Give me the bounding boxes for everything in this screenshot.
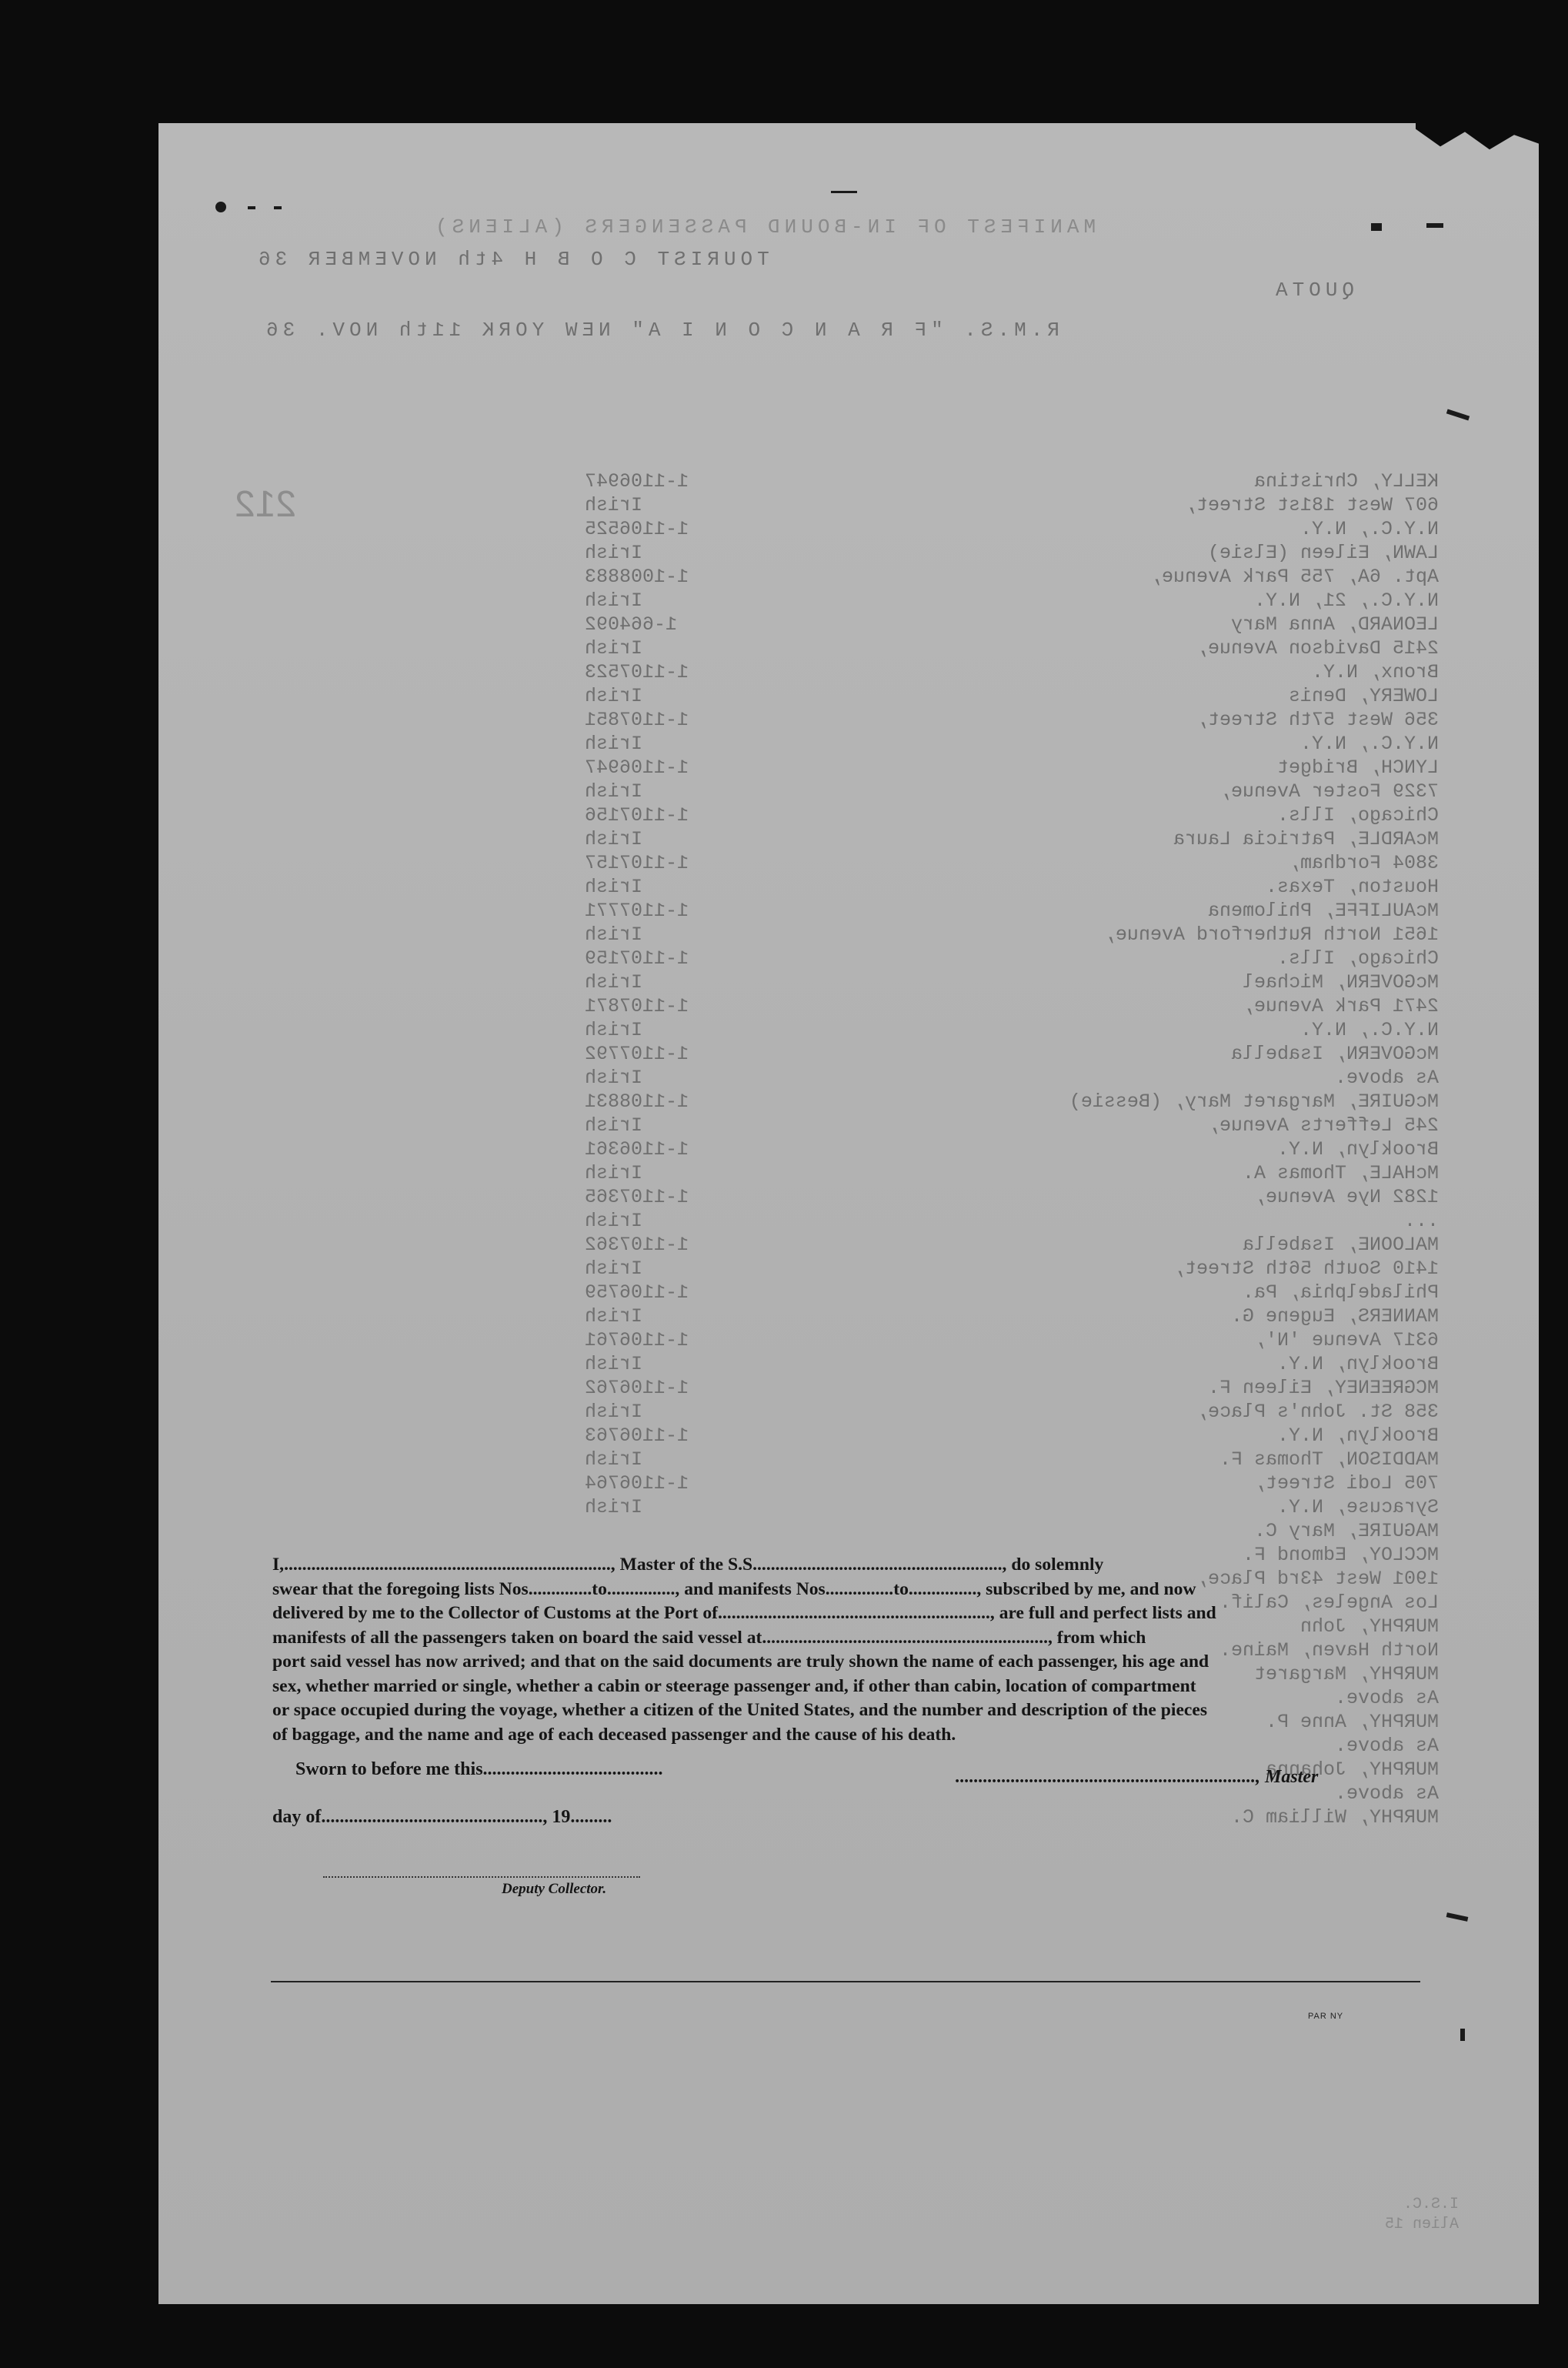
bleed-line: As above. xyxy=(1334,1067,1439,1089)
bleed-line: 1-1106763 xyxy=(585,1424,689,1447)
bleed-line: McARDLE, Patricia Laura xyxy=(1173,828,1439,850)
bleed-line: Irish xyxy=(585,780,643,803)
bleed-line: Irish xyxy=(585,1305,643,1328)
bleed-line: Irish xyxy=(585,876,643,898)
bleed-line: Irish xyxy=(585,1019,643,1041)
bleed-line: 1-1107156 xyxy=(585,804,689,827)
bleed-line: MURPHY, John xyxy=(1299,1615,1439,1638)
sworn-line: Sworn to before me this....................................... xyxy=(295,1759,663,1779)
bleed-line: LYNCH, Bridget xyxy=(1276,756,1439,779)
bleed-line: Irish xyxy=(585,828,643,850)
bleed-line: N.Y.C., N.Y. xyxy=(1299,1019,1439,1041)
bleed-line: MAGUIRE, Mary C. xyxy=(1253,1520,1439,1542)
header-line: TOURIST C O B H 4th NOVEMBER 36 xyxy=(254,248,769,271)
punch-mark xyxy=(831,191,857,193)
bleed-line: Irish xyxy=(585,1162,643,1184)
bleed-line: 358 St. John's Place, xyxy=(1196,1401,1439,1423)
punch-mark xyxy=(1460,2029,1465,2041)
bleed-line: MURPHY, William C. xyxy=(1230,1806,1439,1829)
bleed-line: 1-1106947 xyxy=(585,756,689,779)
bleed-line: 1-1107771 xyxy=(585,900,689,922)
punch-mark xyxy=(1371,223,1382,231)
bleed-line: Houston, Texas. xyxy=(1265,876,1439,898)
bleed-line: Irish xyxy=(585,1353,643,1375)
bleed-line: 1-1106947 xyxy=(585,470,689,493)
oath-line: of baggage, and the name and age of each deceased passenger and the cause of his death. xyxy=(272,1724,956,1745)
bleed-line: 705 Lodi Street, xyxy=(1253,1472,1439,1495)
bleed-line: LAWN, Eileen (Elsie) xyxy=(1207,542,1439,564)
bleed-line: 1-1107159 xyxy=(585,947,689,970)
punch-mark xyxy=(274,206,282,209)
bleed-line: Irish xyxy=(585,637,643,660)
bleed-line: 1-1107523 xyxy=(585,661,689,683)
bleed-line: Brooklyn, N.Y. xyxy=(1276,1138,1439,1161)
bleed-line: N.Y.C., N.Y. xyxy=(1299,518,1439,540)
bleed-line: Los Angeles, Calif. xyxy=(1219,1591,1439,1614)
bleed-line: 6317 Avenue 'N', xyxy=(1253,1329,1439,1351)
bleed-line: 1-1106762 xyxy=(585,1377,689,1399)
bleed-line: LEONARD, Anna Mary xyxy=(1230,613,1439,636)
bleed-line: N.Y.C., N.Y. xyxy=(1299,733,1439,755)
punch-mark xyxy=(248,206,255,209)
bleed-line: 1-1106759 xyxy=(585,1281,689,1304)
bleed-line: 1-1107851 xyxy=(585,709,689,731)
bleed-line: As above. xyxy=(1334,1782,1439,1805)
bleed-line: 1-1107362 xyxy=(585,1234,689,1256)
deputy-signature-line xyxy=(323,1876,640,1878)
bleed-line: As above. xyxy=(1334,1735,1439,1757)
bleed-line: MURPHY, Anne P. xyxy=(1265,1711,1439,1733)
oath-line: manifests of all the passengers taken on board the said vessel at..............................................................., from which xyxy=(272,1627,1146,1648)
bleed-line: Syracuse, N.Y. xyxy=(1276,1496,1439,1518)
bleed-line: 1-1108831 xyxy=(585,1090,689,1113)
bleed-line: Irish xyxy=(585,685,643,707)
bleed-line: 2471 Park Avenue, xyxy=(1242,995,1439,1017)
bleed-line: Irish xyxy=(585,1448,643,1471)
oath-line: sex, whether married or single, whether a cabin or steerage passenger and, if other than cabin, location of compartment xyxy=(272,1675,1196,1696)
bleed-line: Apt. 6A, 755 Park Avenue, xyxy=(1149,566,1439,588)
margin-note: I.S.C. Alien 15 xyxy=(1385,2196,1460,2233)
bleed-line: LOWERY, Denis xyxy=(1288,685,1439,707)
oath-line: or space occupied during the voyage, whether a citizen of the United States, and the number and description of the pieces xyxy=(272,1700,1208,1720)
bleed-line: Irish xyxy=(585,589,643,612)
bleed-line: 1-1008883 xyxy=(585,566,689,588)
bleed-line: As above. xyxy=(1334,1687,1439,1709)
bleed-line: 1-1107871 xyxy=(585,995,689,1017)
bleed-through-left-column xyxy=(585,469,862,1638)
divider-rule xyxy=(271,1981,1420,1982)
page-number: 212 xyxy=(235,484,297,525)
bleed-line: Chicago, Ills. xyxy=(1276,804,1439,827)
bleed-line: Bronx, N.Y. xyxy=(1311,661,1439,683)
punch-mark xyxy=(215,202,226,212)
bleed-line: Irish xyxy=(585,1114,643,1137)
header-line: R.M.S. "F R A N C O N I A" NEW YORK 11th NOV. 36 xyxy=(262,319,1059,342)
bleed-line: 1-1107157 xyxy=(585,852,689,874)
bleed-line: Irish xyxy=(585,494,643,516)
bleed-line: Brooklyn, N.Y. xyxy=(1276,1424,1439,1447)
bleed-line: McGOVERN, Isabella xyxy=(1230,1043,1439,1065)
bleed-line: MADDISON, Thomas F. xyxy=(1219,1448,1439,1471)
bleed-line: N.Y.C., 21, N.Y. xyxy=(1253,589,1439,612)
header-line: QUOTA xyxy=(1271,279,1355,302)
bleed-line: Brooklyn, N.Y. xyxy=(1276,1353,1439,1375)
bleed-line: Irish xyxy=(585,923,643,946)
oath-line: swear that the foregoing lists Nos..............to..............., and manifests Nos...............to..............., subscribed by me, and now xyxy=(272,1578,1196,1599)
bleed-line: McHALE, Thomas A. xyxy=(1242,1162,1439,1184)
bleed-line: Irish xyxy=(585,1067,643,1089)
oath-line: I,........................................................................, Master of the S.S......................................................., do solemnly xyxy=(272,1555,1104,1575)
bleed-line: North Haven, Maine. xyxy=(1219,1639,1439,1662)
bleed-line: McGOVERN, Michael xyxy=(1242,971,1439,994)
bleed-line: 1282 Nye Avenue, xyxy=(1253,1186,1439,1208)
bleed-line: 356 West 57th Street, xyxy=(1196,709,1439,731)
bleed-line: McGUIRE, Margaret Mary, (Bessie) xyxy=(1069,1090,1439,1113)
deputy-collector-label: Deputy Collector. xyxy=(502,1881,607,1897)
bleed-line: Irish xyxy=(585,1496,643,1518)
bleed-line: MALOONE, Isabella xyxy=(1242,1234,1439,1256)
bleed-line: 1-1106761 xyxy=(585,1329,689,1351)
port-stamp: PAR NY xyxy=(1308,2012,1344,2021)
bleed-line: 1410 South 56th Street, xyxy=(1173,1257,1439,1280)
bleed-line: 245 Lefferts Avenue, xyxy=(1207,1114,1439,1137)
bleed-line: McAULIFFE, Philomena xyxy=(1207,900,1439,922)
bleed-line: Irish xyxy=(585,542,643,564)
bleed-line: KELLY, Christina xyxy=(1253,470,1439,493)
bleed-line: Irish xyxy=(585,733,643,755)
day-of-line: day of................................................, 19......... xyxy=(272,1807,612,1827)
bleed-line: MURPHY, Johanna xyxy=(1265,1758,1439,1781)
bleed-line: 1901 West 43rd Place, xyxy=(1196,1568,1439,1590)
bleed-line: Irish xyxy=(585,971,643,994)
bleed-line: 607 West 181st Street, xyxy=(1184,494,1439,516)
bleed-line: Irish xyxy=(585,1210,643,1232)
oath-line: port said vessel has now arrived; and that on the said documents are truly shown the name of each passenger, his age and xyxy=(272,1652,1209,1672)
bleed-line: 3804 Fordham, xyxy=(1288,852,1439,874)
bleed-line: Chicago, Ills. xyxy=(1276,947,1439,970)
bleed-line: 7329 Foster Avenue, xyxy=(1219,780,1439,803)
master-oath xyxy=(272,1553,1423,1747)
bleed-line: MANNERS, Eugene G. xyxy=(1230,1305,1439,1328)
bleed-line: Irish xyxy=(585,1401,643,1423)
bleed-line: MCCLOY, Edmond F. xyxy=(1242,1544,1439,1566)
bleed-line: 2415 Davidson Avenue, xyxy=(1196,637,1439,660)
header-line: MANIFEST OF IN-BOUND PASSENGERS (ALIENS) xyxy=(431,215,1096,239)
bleed-line: 1-664092 xyxy=(585,613,678,636)
bleed-line: ... xyxy=(1403,1210,1439,1232)
bleed-line: 1-1106361 xyxy=(585,1138,689,1161)
bleed-line: Philadelphia, Pa. xyxy=(1242,1281,1439,1304)
master-signature-line: ................................................................., Master xyxy=(956,1767,1319,1787)
punch-mark xyxy=(1426,223,1443,228)
bleed-line: MURPHY, Margaret xyxy=(1253,1663,1439,1685)
bleed-line: 1-1106525 xyxy=(585,518,689,540)
bleed-line: 1-1107365 xyxy=(585,1186,689,1208)
bleed-line: 1-1107792 xyxy=(585,1043,689,1065)
bleed-line: 1-1106764 xyxy=(585,1472,689,1495)
bleed-line: 1651 North Rutherford Avenue, xyxy=(1103,923,1439,946)
oath-line: delivered by me to the Collector of Customs at the Port of............................................................, are full and perfect lists and xyxy=(272,1603,1216,1623)
bleed-line xyxy=(585,1519,862,1543)
bleed-line: MCGREENEY, Eileen F. xyxy=(1207,1377,1439,1399)
bleed-line: Irish xyxy=(585,1257,643,1280)
